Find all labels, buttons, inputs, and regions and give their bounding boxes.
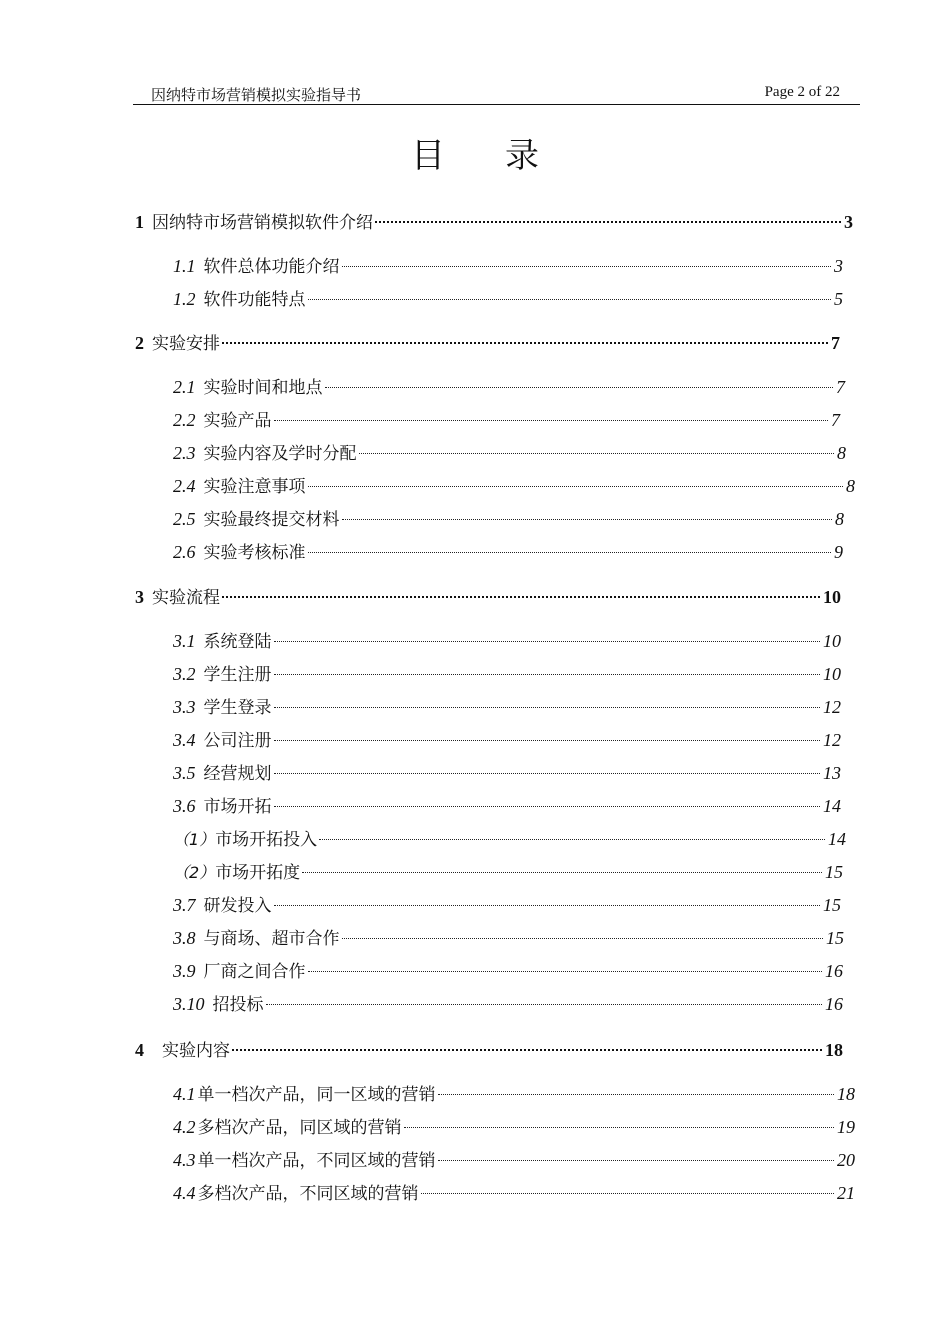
toc-number: 2.3 <box>173 443 196 463</box>
toc-leader <box>342 266 832 267</box>
toc-page: 18 <box>825 1040 843 1060</box>
toc-text: 厂商之间合作 <box>203 962 306 982</box>
toc-number: 3.8 <box>173 928 196 948</box>
toc-number: 1 <box>135 212 144 232</box>
toc-text: 学生注册 <box>203 665 272 685</box>
toc-leader <box>325 387 834 388</box>
toc-number: 2.5 <box>173 509 196 529</box>
toc-text: 公司注册 <box>203 731 272 751</box>
toc-leader <box>232 1049 822 1051</box>
toc-number: 3.5 <box>173 763 196 783</box>
toc-text: 单一档次产品，同一区域的营销 <box>197 1085 436 1105</box>
toc-leader <box>274 674 821 675</box>
toc-number: 2.1 <box>173 377 196 397</box>
toc-page: 3 <box>834 256 843 276</box>
toc-page: 12 <box>823 730 841 750</box>
toc-page: 14 <box>828 829 846 849</box>
toc-leader <box>274 740 821 741</box>
toc-number: 3.7 <box>173 895 196 915</box>
page-title: 目录 <box>411 136 599 176</box>
toc-entry[interactable] <box>173 287 843 311</box>
toc-text: 系统登陆 <box>203 632 272 652</box>
toc-page: 3 <box>844 212 853 232</box>
toc-entry[interactable] <box>135 585 841 609</box>
toc-text: 学生登录 <box>203 698 272 718</box>
toc-entry[interactable] <box>173 860 843 884</box>
toc-entry[interactable] <box>173 1115 855 1139</box>
toc-entry[interactable] <box>173 375 845 399</box>
toc-number: 2.2 <box>173 410 196 430</box>
toc-page: 7 <box>836 377 845 397</box>
toc-text: 市场开拓投入 <box>215 830 318 850</box>
toc-number: 3.1 <box>173 631 196 651</box>
toc-page: 15 <box>823 895 841 915</box>
toc-number: 3.2 <box>173 664 196 684</box>
toc-page: 5 <box>834 289 843 309</box>
toc-leader <box>308 486 844 487</box>
toc-page: 15 <box>825 862 843 882</box>
toc-page: 18 <box>837 1084 855 1104</box>
toc-text: 实验流程 <box>152 588 220 608</box>
toc-number: 1.2 <box>173 289 196 309</box>
toc-text: 市场开拓度 <box>215 863 301 883</box>
toc-text: 招投标 <box>212 995 264 1015</box>
toc-number: 4 <box>135 1040 144 1060</box>
toc-entry[interactable] <box>135 210 853 234</box>
toc-number: 3.4 <box>173 730 196 750</box>
toc-leader <box>302 872 822 873</box>
toc-leader <box>308 552 832 553</box>
toc-page: 10 <box>823 631 841 651</box>
toc-entry[interactable] <box>173 629 841 653</box>
header-doc-title: 因纳特市场营销模拟实验指导书 <box>151 86 362 104</box>
toc-entry[interactable] <box>173 728 841 752</box>
toc-leader <box>274 420 829 421</box>
toc-text: 实验内容 <box>162 1041 230 1061</box>
toc-number: 3.9 <box>173 961 196 981</box>
toc-text: 因纳特市场营销模拟软件介绍 <box>152 213 373 233</box>
toc-text: 软件总体功能介绍 <box>203 257 340 277</box>
toc-leader <box>342 938 824 939</box>
toc-number: 2.4 <box>173 476 196 496</box>
toc-page: 7 <box>831 410 840 430</box>
toc-page: 10 <box>823 587 841 607</box>
toc-number: 3 <box>135 587 144 607</box>
toc-number: （1） <box>173 830 216 849</box>
toc-text: 实验内容及学时分配 <box>203 444 357 464</box>
toc-leader <box>274 905 821 906</box>
toc-leader <box>274 707 821 708</box>
toc-number: 4.1 <box>173 1084 196 1104</box>
toc-leader <box>404 1127 835 1128</box>
toc-number: 3.10 <box>173 994 205 1014</box>
toc-entry[interactable] <box>173 1148 855 1172</box>
toc-page: 8 <box>837 443 846 463</box>
toc-page: 7 <box>831 333 840 353</box>
toc-leader <box>319 839 825 840</box>
toc-entry[interactable] <box>173 959 843 983</box>
toc-entry[interactable] <box>173 761 841 785</box>
toc-entry[interactable] <box>173 794 841 818</box>
toc-number: 4.3 <box>173 1150 196 1170</box>
toc-leader <box>222 596 820 598</box>
toc-page: 8 <box>846 476 855 496</box>
toc-entry[interactable] <box>173 474 855 498</box>
toc-page: 8 <box>835 509 844 529</box>
toc-text: 研发投入 <box>203 896 272 916</box>
toc-leader <box>266 1004 823 1005</box>
toc-text: 与商场、超市合作 <box>203 929 340 949</box>
toc-text: 单一档次产品，不同区域的营销 <box>197 1151 436 1171</box>
toc-text: 多档次产品，同区域的营销 <box>197 1118 402 1138</box>
toc-entry[interactable] <box>135 331 840 355</box>
toc-entry[interactable] <box>173 662 841 686</box>
toc-text: 实验安排 <box>152 334 220 354</box>
toc-text: 实验时间和地点 <box>203 378 323 398</box>
toc-page: 12 <box>823 697 841 717</box>
toc-number: 4.4 <box>173 1183 196 1203</box>
toc-text: 经营规划 <box>203 764 272 784</box>
toc-entry[interactable] <box>173 1082 855 1106</box>
toc-text: 多档次产品，不同区域的营销 <box>197 1184 419 1204</box>
toc-entry[interactable] <box>173 254 843 278</box>
toc-leader <box>359 453 835 454</box>
toc-text: 软件功能特点 <box>203 290 306 310</box>
toc-entry[interactable] <box>173 695 841 719</box>
toc-leader <box>274 806 821 807</box>
toc-leader <box>274 773 821 774</box>
toc-page: 16 <box>825 961 843 981</box>
toc-entry[interactable] <box>173 441 846 465</box>
toc-leader <box>308 971 823 972</box>
toc-text: 实验最终提交材料 <box>203 510 340 530</box>
toc-leader <box>222 342 828 344</box>
toc-number: 3.6 <box>173 796 196 816</box>
toc-leader <box>308 299 832 300</box>
toc-number: 2 <box>135 333 144 353</box>
toc-text: 实验考核标准 <box>203 543 306 563</box>
toc-text: 实验产品 <box>203 411 272 431</box>
toc-leader <box>438 1094 835 1095</box>
toc-page: 19 <box>837 1117 855 1137</box>
toc-page: 21 <box>837 1183 855 1203</box>
toc-entry[interactable] <box>173 893 841 917</box>
toc-leader <box>438 1160 835 1161</box>
header-page-info: Page 2 of 22 <box>764 84 840 100</box>
toc-entry[interactable] <box>173 992 843 1016</box>
toc-number: 1.1 <box>173 256 196 276</box>
toc-leader <box>274 641 821 642</box>
toc-number: 3.3 <box>173 697 196 717</box>
toc-page: 10 <box>823 664 841 684</box>
toc-leader <box>342 519 833 520</box>
toc-page: 9 <box>834 542 843 562</box>
toc-page: 14 <box>823 796 841 816</box>
toc-entry[interactable] <box>173 926 844 950</box>
toc-page: 16 <box>825 994 843 1014</box>
toc-page: 15 <box>826 928 844 948</box>
toc-number: （2） <box>173 863 216 882</box>
toc-number: 4.2 <box>173 1117 196 1137</box>
toc-number: 2.6 <box>173 542 196 562</box>
toc-leader <box>421 1193 835 1194</box>
toc-entry[interactable] <box>173 507 844 531</box>
toc-leader <box>375 221 841 223</box>
toc-entry[interactable] <box>135 1038 843 1062</box>
toc-entry[interactable] <box>173 1181 855 1205</box>
toc-text: 市场开拓 <box>203 797 272 817</box>
toc-page: 13 <box>823 763 841 783</box>
toc-entry[interactable] <box>173 827 846 851</box>
toc-entry[interactable] <box>173 540 843 564</box>
toc-page: 20 <box>837 1150 855 1170</box>
toc-text: 实验注意事项 <box>203 477 306 497</box>
toc-entry[interactable] <box>173 408 840 432</box>
